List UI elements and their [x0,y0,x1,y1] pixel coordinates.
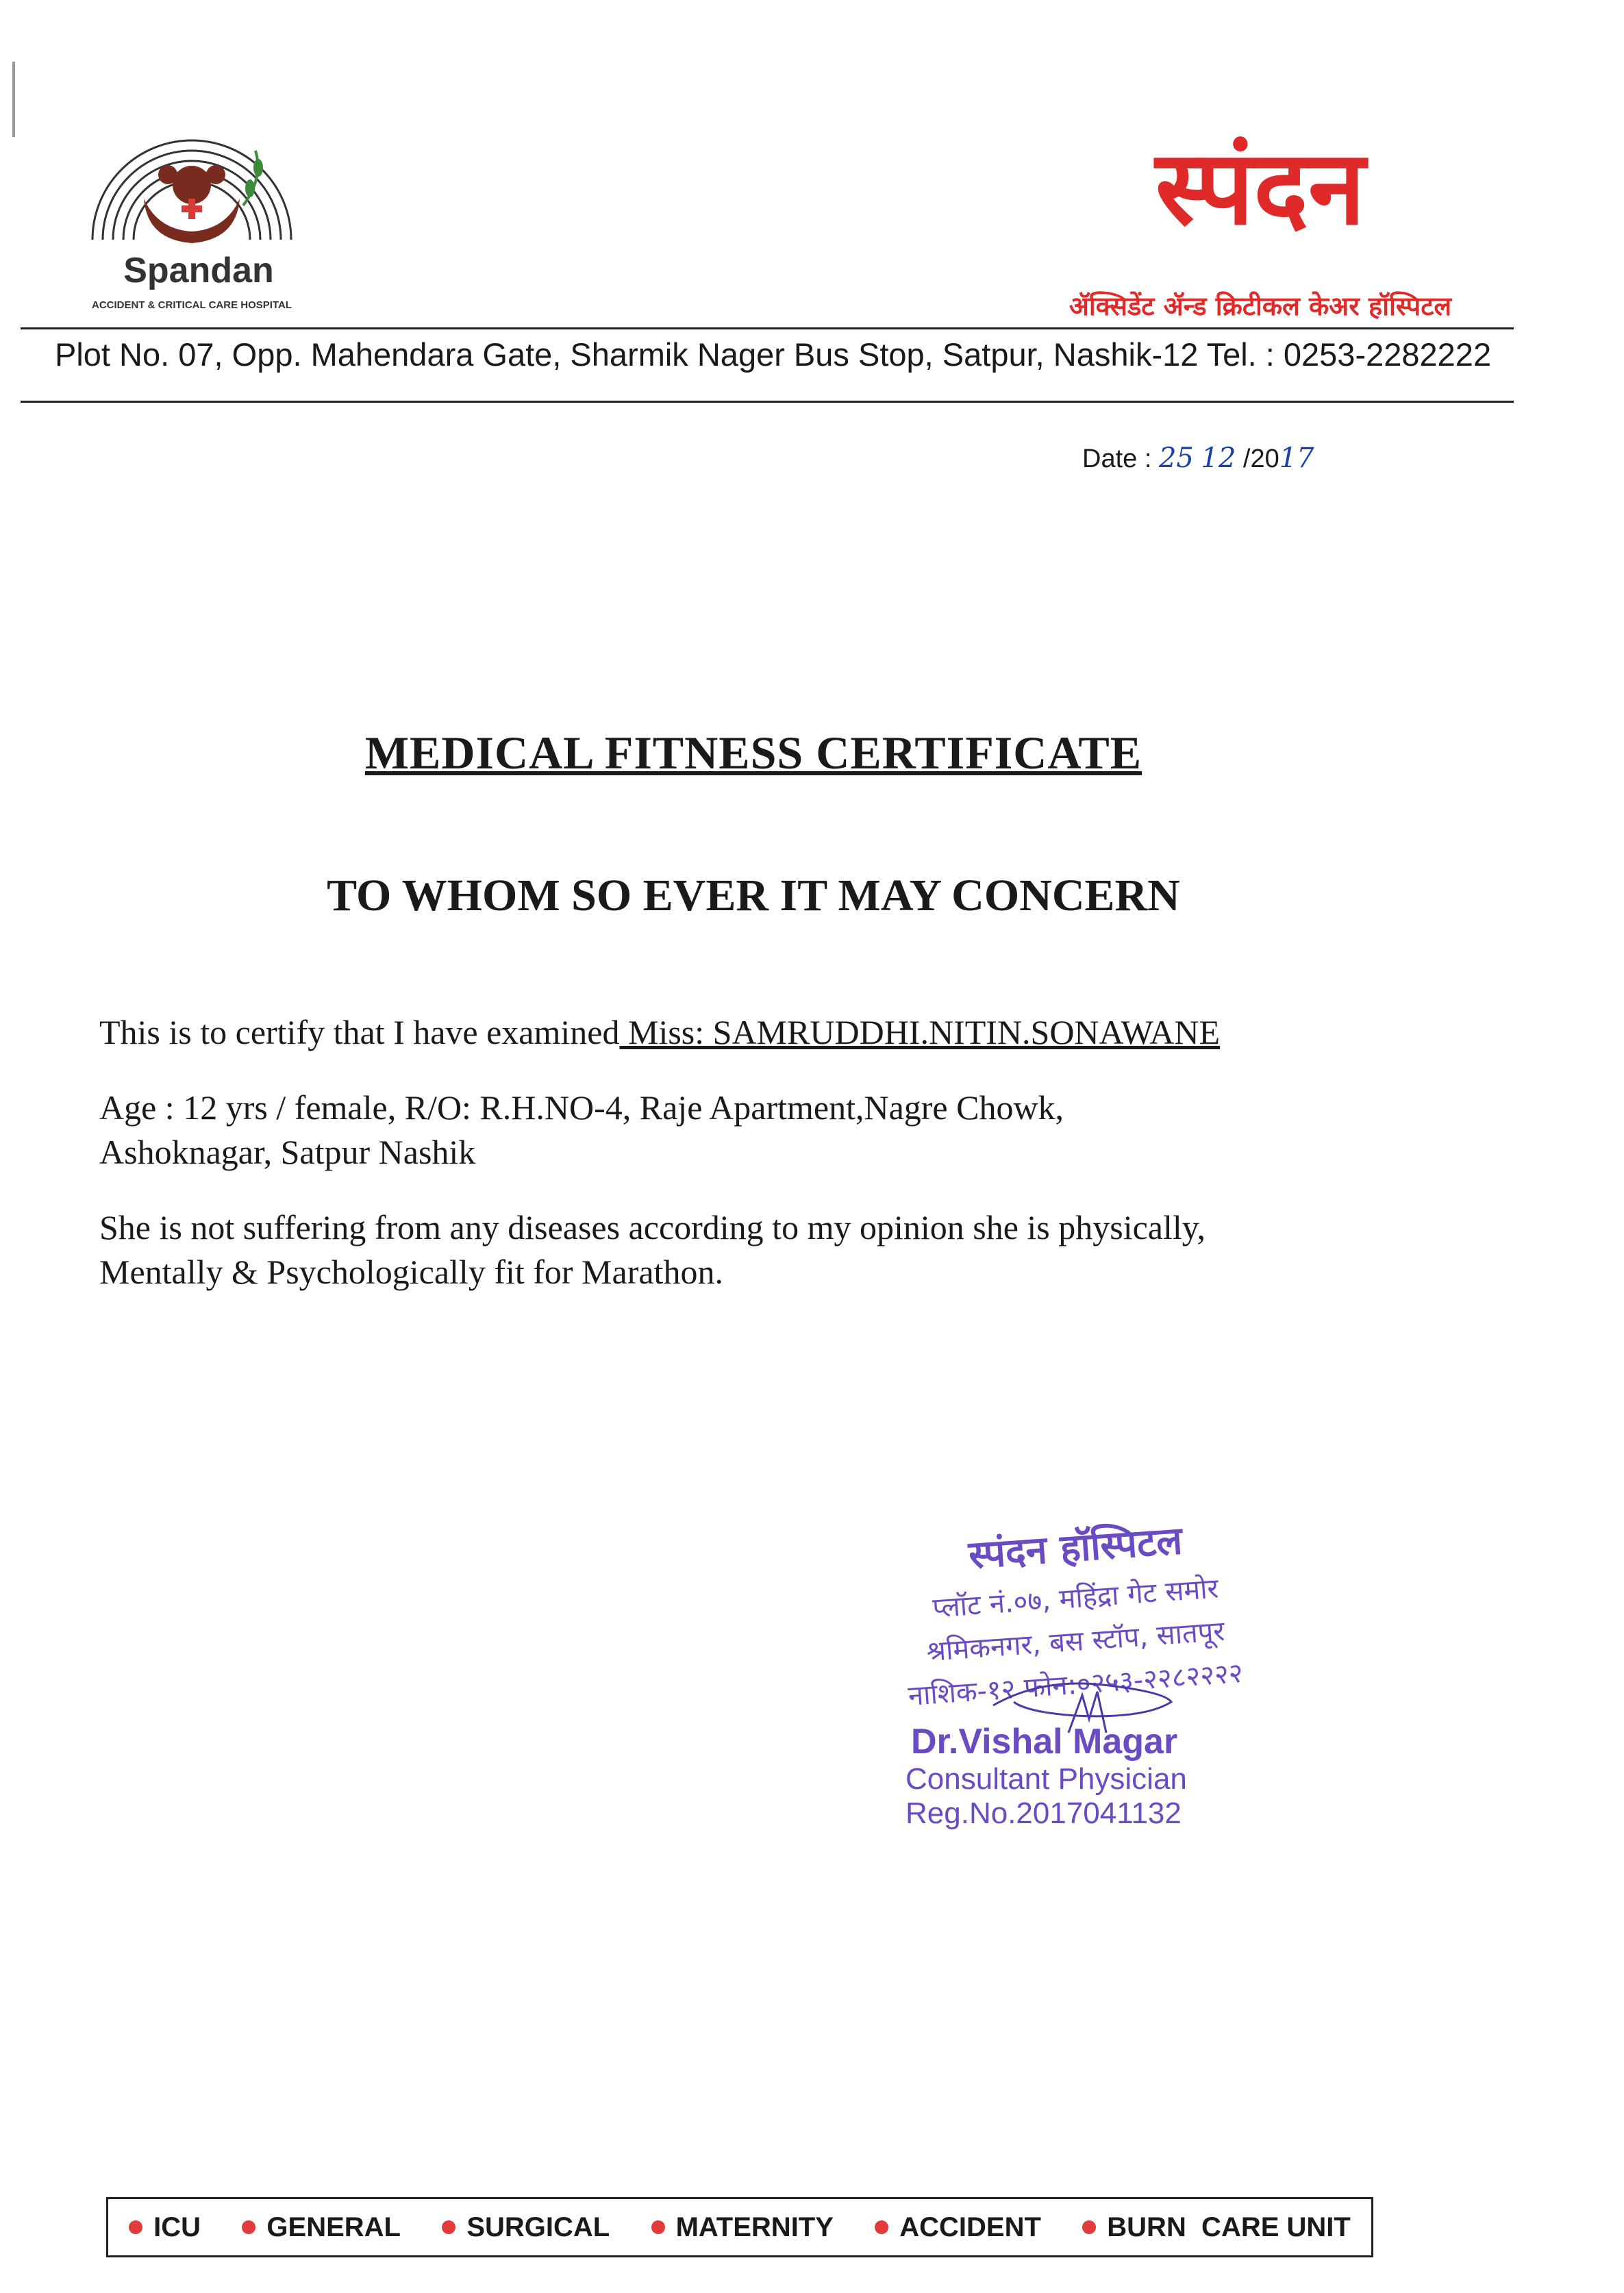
logo-tagline: ACCIDENT & CRITICAL CARE HOSPITAL [92,299,292,311]
stamp-doctor-role: Consultant Physician [905,1762,1187,1796]
footer-item-accident: ACCIDENT [875,2212,1041,2243]
opinion-line2: Mentally & Psychologically fit for Marathon. [99,1253,723,1291]
footer-item-burn-care: BURN CARE UNIT [1082,2212,1351,2243]
bullet-dot-icon [242,2220,255,2234]
opinion-line1: She is not suffering from any diseases according to my opinion she is physically, [99,1208,1206,1246]
footer-item-general: GENERAL [242,2212,401,2243]
certify-prefix: This is to certify that I have examined [99,1013,620,1051]
header-rule-bottom [21,401,1514,403]
certificate-salutation: TO WHOM SO EVER IT MAY CONCERN [327,870,1180,920]
logo-name: Spandan [123,251,274,290]
hospital-logo [68,103,315,311]
footer-item-maternity: MATERNITY [651,2212,834,2243]
brand-marathi: स्पंदन [1155,129,1366,248]
bullet-dot-icon [442,2220,455,2234]
bullet-dot-icon [129,2220,142,2234]
header-rule-top [21,327,1514,329]
footer-item-surgical: SURGICAL [442,2212,610,2243]
bullet-dot-icon [651,2220,665,2234]
signature-icon [986,1664,1192,1740]
bullet-dot-icon [875,2220,888,2234]
date-year-prefix: /20 [1242,444,1279,473]
stamp-doctor-name: Dr.Vishal Magar [911,1722,1178,1762]
footer-item-icu: ICU [129,2212,201,2243]
certificate-title: MEDICAL FITNESS CERTIFICATE [364,727,1142,779]
stamp-registration: Reg.No.2017041132 [905,1796,1182,1830]
date-day: 25 [1158,442,1194,474]
scan-edge-mark [12,62,15,137]
patient-details-line2: Ashoknagar, Satpur Nashik [99,1133,476,1171]
department-footer [106,2197,1373,2257]
brand-marathi-sub: ॲक्सिडेंट ॲन्ड क्रिटीकल केअर हॉस्पिटल [1069,291,1452,321]
patient-name: Miss: SAMRUDDHI.NITIN.SONAWANE [619,1013,1221,1051]
date-year-suffix: 17 [1279,442,1314,474]
certify-line [99,1010,1220,1054]
date-label: Date : [1082,444,1152,473]
stamp-address-3: नाशिक-१२ फोन:०२५३-२२८२२२२ [907,1657,1245,1713]
stamp-hospital: स्पंदन हॉस्पिटल [967,1518,1184,1578]
stamp-address-1: प्लॉट नं.०७, महिंद्रा गेट समोर [931,1572,1220,1625]
spandan-logo-icon [79,103,305,260]
stamp-address-2: श्रमिकनगर, बस स्टॉप, सातपूर [925,1615,1226,1668]
certificate-date [1082,442,1314,474]
patient-details-line1: Age : 12 yrs / female, R/O: R.H.NO-4, Raje Apartment,Nagre Chowk, [99,1088,1064,1127]
hospital-address: Plot No. 07, Opp. Mahendara Gate, Sharmik Nager Bus Stop, Satpur, Nashik-12 Tel. : 0253-2282222 [55,336,1492,373]
bullet-dot-icon [1082,2220,1096,2234]
date-month: 12 [1201,442,1236,474]
